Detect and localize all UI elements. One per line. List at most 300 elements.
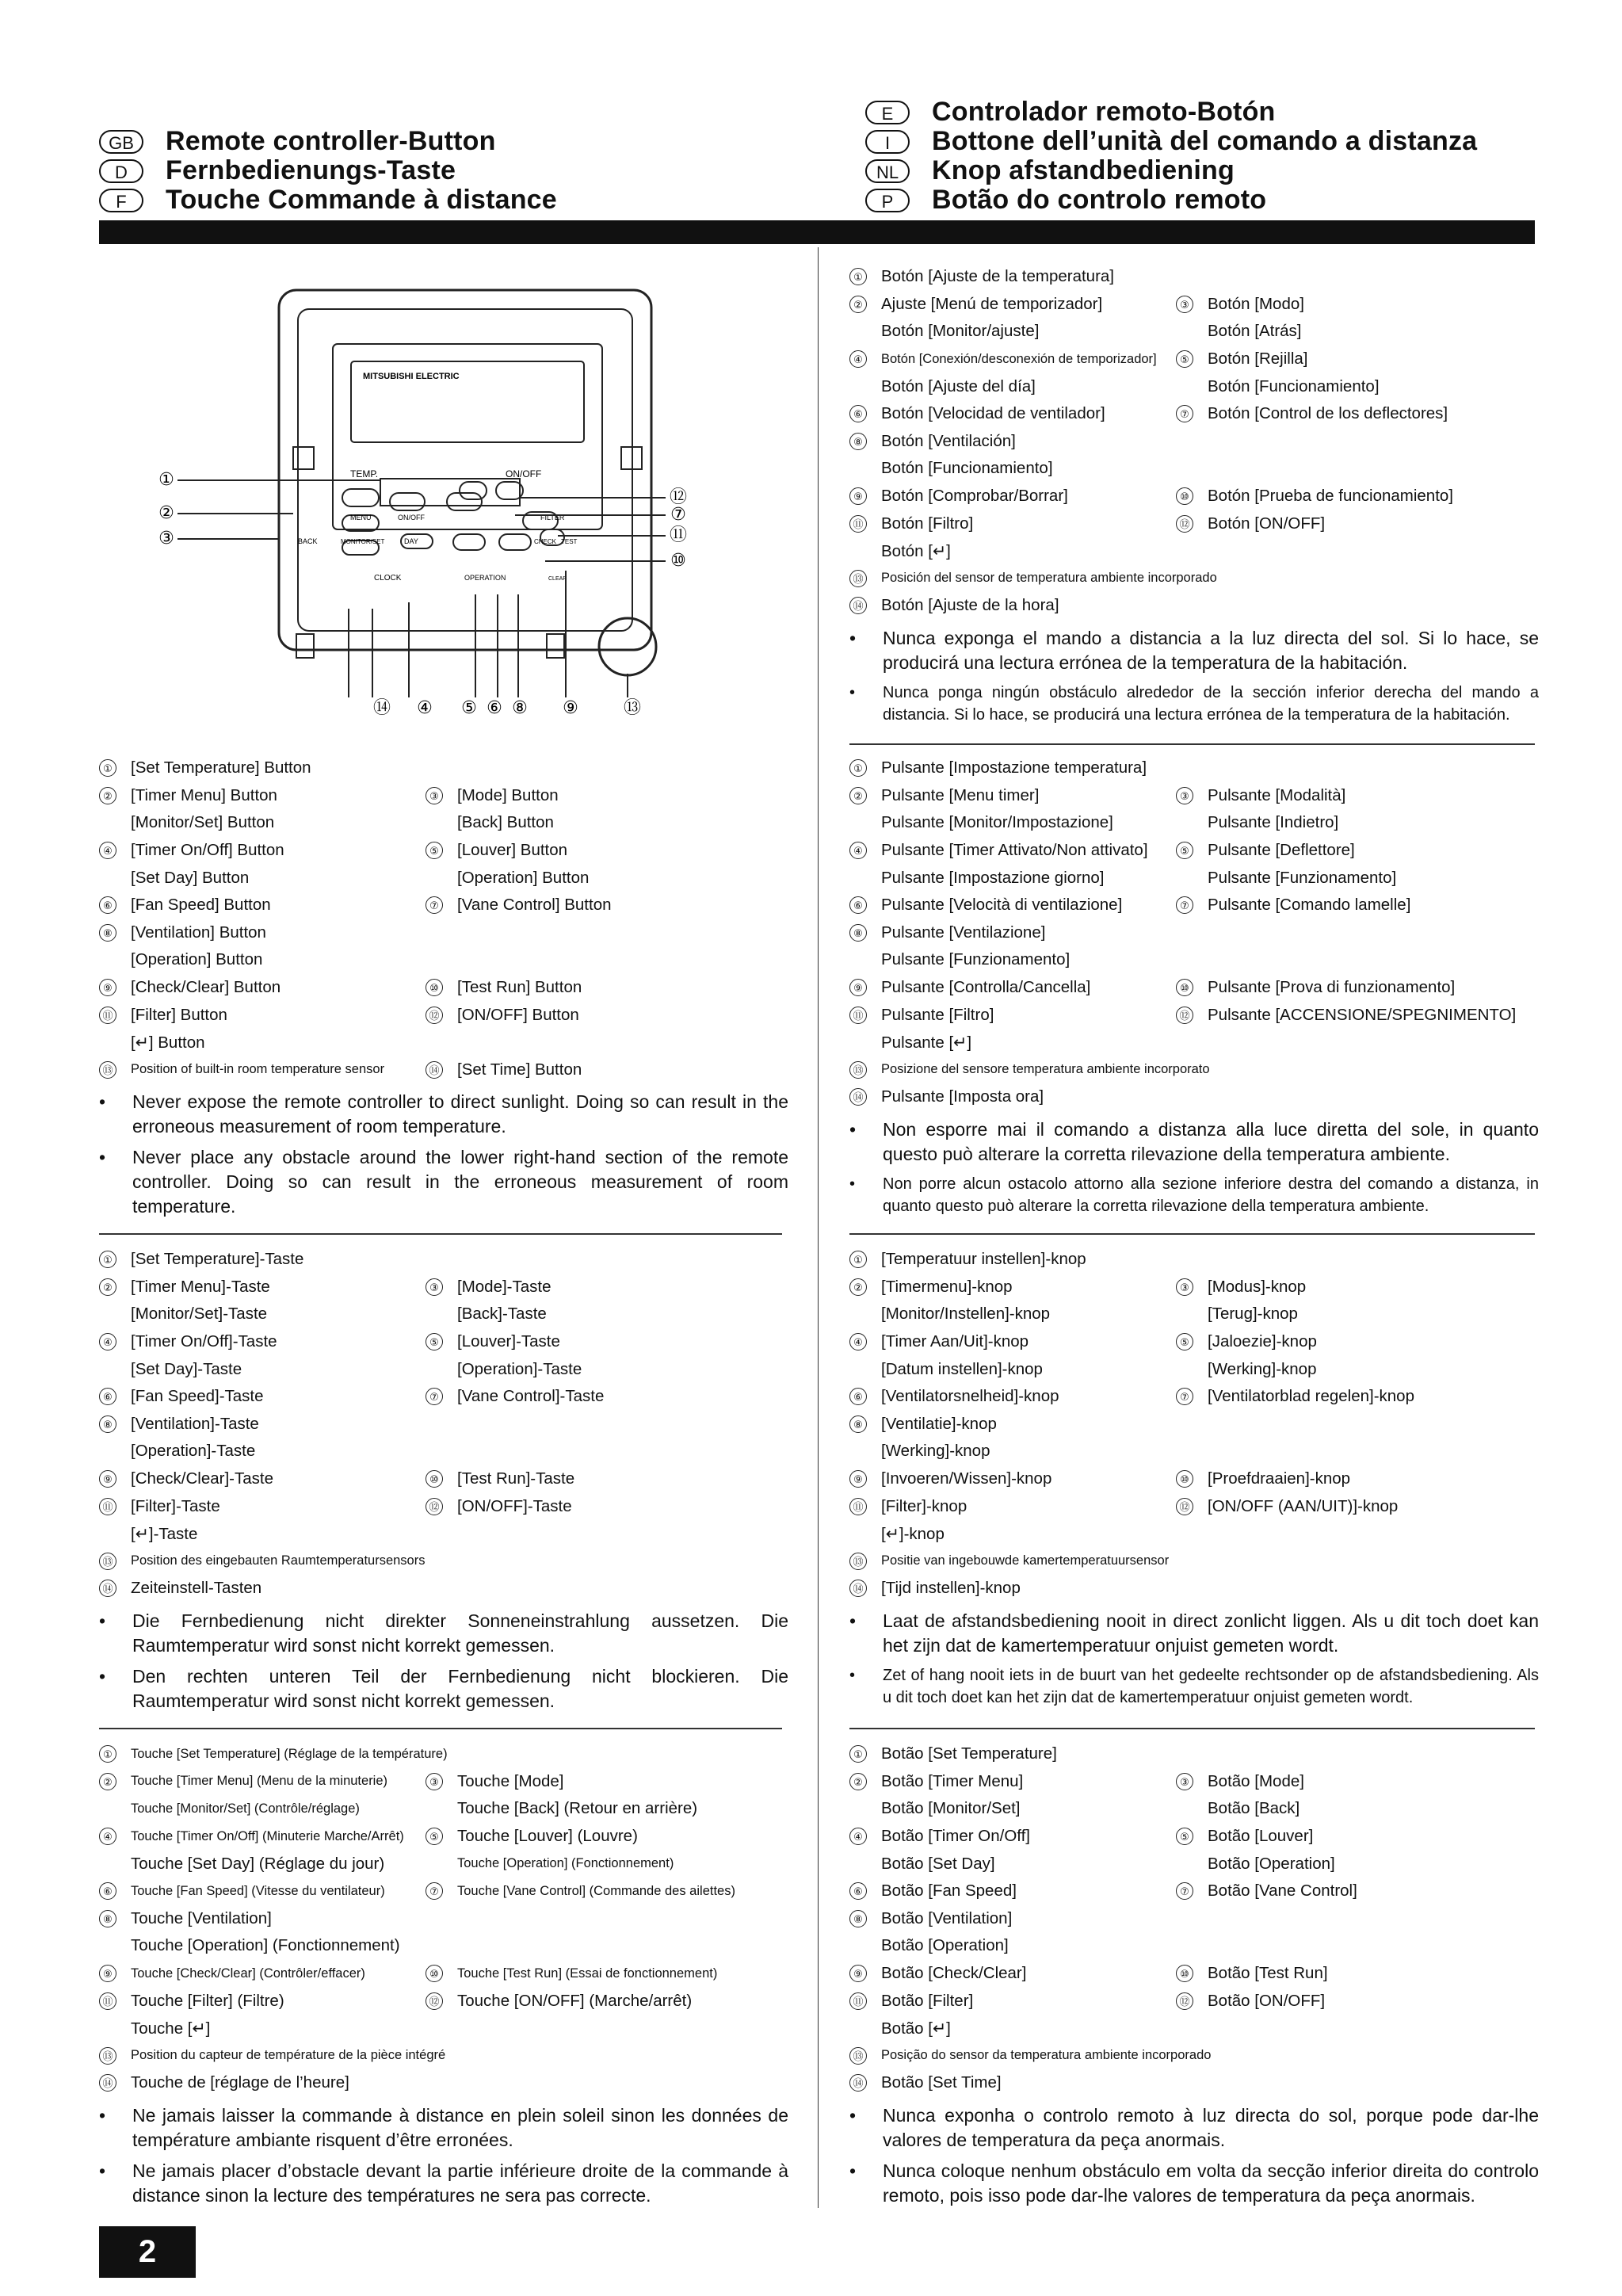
item-label: Zeiteinstell-Tasten (131, 1579, 262, 1598)
item-label: [ON/OFF] Button (457, 1005, 579, 1024)
item-label: Touche [ON/OFF] (Marche/arrêt) (457, 1991, 693, 2010)
callout-13: ⑬ (623, 697, 642, 717)
item-label: Touche [Mode] (457, 1771, 564, 1790)
item-label: [Temperatuur instellen]-knop (881, 1250, 1086, 1269)
item-number: ⑦ (1176, 1388, 1193, 1405)
note-bullet (99, 2103, 788, 2153)
item-number: ② (849, 296, 867, 313)
item-number: ⑫ (1176, 515, 1193, 533)
list-item (849, 346, 1539, 373)
item-number: ⑨ (849, 979, 867, 996)
language-code-badge: E (865, 101, 910, 124)
item-label: [Filter] Button (131, 1005, 227, 1024)
note-bullet (99, 2159, 788, 2208)
callout-6: ⑥ (487, 697, 502, 717)
list-item (99, 1575, 788, 1603)
note-text: Zet of hang nooit iets in de buurt van het gedeelte rechtsonder op de afstandsbediening. Als u dit toch doet kan het zijn dat de kamertemperatuur onjuist gemeten wordt. (883, 1666, 1539, 1706)
note-text: Nunca exponha o controlo remoto à luz directa do sol, porque pode dar-lhe valores de temperatura da peça anormais. (883, 2104, 1539, 2150)
list-item (849, 1905, 1539, 1933)
callout-9: ⑨ (563, 697, 578, 717)
item-label: Touche [Operation] (Fonctionnement) (131, 1936, 400, 1955)
item-number: ④ (99, 1828, 116, 1845)
list-item (99, 1411, 788, 1438)
section-nl (849, 1246, 1539, 1709)
item-label: [↵] Button (131, 1033, 205, 1052)
item-label: [↵]-knop (881, 1524, 945, 1543)
list-item (849, 1960, 1539, 1988)
bullet-icon: • (849, 683, 856, 701)
item-label: [Vane Control] Button (457, 896, 612, 915)
item-number: ⑤ (1176, 350, 1193, 368)
item-number: ③ (426, 1278, 443, 1296)
item-label: Botón [Conexión/desconexión de temporizador] (881, 351, 1157, 366)
divider-nl-p (849, 1728, 1535, 1729)
divider-d-f (99, 1728, 782, 1729)
note-bullet (99, 1609, 788, 1658)
item-number: ⑪ (99, 1992, 116, 2010)
item-label: Botão [Monitor/Set] (881, 1799, 1021, 1818)
item-number: ⑦ (426, 1882, 443, 1900)
item-label: [Ventilation] Button (131, 923, 266, 942)
item-number: ⑭ (99, 1580, 116, 1597)
item-label: Botão [Filter] (881, 1991, 974, 2010)
item-label: [Timermenu]-knop (881, 1277, 1013, 1296)
item-label: [Ventilation]-Taste (131, 1414, 259, 1433)
title-row-e (865, 97, 1477, 127)
list-item (99, 2042, 788, 2070)
note-text: Never place any obstacle around the lower right-hand section of the remote controller. Doing so can result in the erroneous measurement of room temperature. (132, 1147, 788, 1217)
item-label: Botão [ON/OFF] (1208, 1991, 1326, 2010)
item-number: ⑦ (1176, 896, 1193, 914)
item-number: ⑤ (426, 842, 443, 859)
list-item (99, 809, 788, 837)
list-item (849, 291, 1539, 319)
list-item (849, 428, 1539, 456)
callout-7: ⑦ (670, 504, 686, 524)
item-number: ⑭ (426, 1061, 443, 1079)
section-title: Fernbedienungs-Taste (166, 155, 456, 185)
list-item (849, 1878, 1539, 1905)
item-label: [Set Time] Button (457, 1060, 582, 1079)
divider-i-nl (849, 1233, 1535, 1235)
item-number: ④ (849, 842, 867, 859)
item-label: Touche [↵] (131, 2019, 211, 2038)
item-label: Botón [Funcionamiento] (1208, 376, 1380, 395)
item-label: Botão [Timer On/Off] (881, 1827, 1030, 1846)
item-number: ⑤ (1176, 842, 1193, 859)
item-number: ⑨ (849, 1470, 867, 1488)
list-item (99, 892, 788, 919)
item-label: Position du capteur de température de la pièce intégré (131, 2048, 446, 2063)
list-item (99, 1492, 788, 1520)
item-label: Pulsante [ACCENSIONE/SPEGNIMENTO] (1208, 1005, 1517, 1024)
item-number: ⑩ (1176, 1965, 1193, 1982)
note-bullet (849, 1173, 1539, 1217)
list-item (849, 1520, 1539, 1548)
item-label: [Mode]-Taste (457, 1277, 551, 1296)
header-right (865, 97, 1477, 215)
item-label: [Fan Speed]-Taste (131, 1387, 264, 1406)
bullet-icon: • (99, 1147, 106, 1168)
list-item (99, 1301, 788, 1328)
title-row-f (99, 185, 557, 215)
bullet-icon: • (99, 1610, 106, 1631)
section-title: Touche Commande à distance (166, 185, 557, 215)
item-number: ⑫ (426, 1992, 443, 2010)
item-label: Posizione del sensore temperatura ambiente incorporato (881, 1062, 1210, 1077)
item-label: Touche [Timer On/Off] (Minuterie Marche/Arrêt) (131, 1828, 404, 1843)
item-number: ③ (426, 787, 443, 804)
item-number: ⑫ (1176, 1007, 1193, 1024)
onoff2-label: ON/OFF (398, 514, 425, 521)
item-label: Pulsante [Menu timer] (881, 785, 1040, 804)
list-item (849, 1492, 1539, 1520)
item-label: Touche [Ventilation] (131, 1908, 272, 1927)
item-label: Botón [Ventilación] (881, 431, 1016, 450)
item-label: [Fan Speed] Button (131, 896, 271, 915)
list-item (99, 782, 788, 810)
language-code-badge: F (99, 189, 143, 212)
section-title: Controlador remoto-Botón (932, 97, 1276, 127)
bullet-icon: • (849, 1610, 857, 1631)
item-number: ③ (1176, 296, 1193, 313)
brand-logo-text: MITSUBISHI ELECTRIC (363, 372, 460, 381)
note-bullet (99, 1090, 788, 1139)
list-item (849, 1987, 1539, 2015)
list-item (99, 1438, 788, 1465)
test-label: TEST (561, 538, 578, 545)
note-text: Laat de afstandsbediening nooit in direct zonlicht liggen. Als u dit toch doet kan het zijn dat de kamertemperatuur onjuist gemeten wordt. (883, 1610, 1539, 1656)
item-number: ⑪ (849, 1992, 867, 2010)
item-label: Pulsante [Imposta ora] (881, 1087, 1044, 1106)
list-item (99, 1987, 788, 2015)
list-item (99, 1001, 788, 1029)
clear-label: CLEAR (548, 576, 567, 582)
item-number: ③ (1176, 1278, 1193, 1296)
list-item (99, 2069, 788, 2097)
item-label: [Louver]-Taste (457, 1332, 560, 1351)
note-bullet (99, 1664, 788, 1713)
note-bullet (849, 626, 1539, 675)
bullet-icon: • (849, 627, 857, 648)
item-label: Botón [Filtro] (881, 514, 974, 533)
item-number: ① (99, 759, 116, 777)
item-label: [Datum instellen]-knop (881, 1359, 1043, 1378)
bullet-icon: • (849, 1118, 857, 1140)
note-text: Ne jamais laisser la commande à distance en plein soleil sinon les données de température ambiante risquent d’être erronées. (132, 2104, 788, 2150)
item-label: Touche [Fan Speed] (Vitesse du ventilateur) (131, 1883, 385, 1898)
item-label: Botão [Operation] (1208, 1854, 1335, 1873)
list-item (849, 1383, 1539, 1411)
note-text: Nunca ponga ningún obstáculo alrededor de la sección inferior derecha del mando a distancia. Si lo hace, se producirá una lectura errónea de la temperatura de la habitación. (883, 683, 1539, 724)
note-text: Ne jamais placer d’obstacle devant la partie inférieure droite de la commande à distance sinon la lecture des températures ne sera pas correcte. (132, 2160, 788, 2206)
bullet-icon: • (849, 1175, 856, 1193)
item-number: ② (99, 787, 116, 804)
list-item (99, 864, 788, 892)
callout-8: ⑧ (512, 697, 528, 717)
item-label: Botão [Mode] (1208, 1771, 1304, 1790)
item-number: ⑬ (99, 1553, 116, 1570)
list-item (99, 1823, 788, 1851)
monitor-label: MONITOR/SET (341, 538, 385, 545)
item-label: Touche [Test Run] (Essai de fonctionnement) (457, 1966, 718, 1981)
onoff-label: ON/OFF (506, 468, 542, 479)
menu-label: MENU (350, 514, 372, 521)
item-label: [Ventilatorblad regelen]-knop (1208, 1387, 1414, 1406)
item-label: [Set Day] Button (131, 868, 250, 887)
note-text: Non porre alcun ostacolo attorno alla sezione inferiore destra del comando a distanza, in quanto questo può alterare la corretta rilevazione della temperatura ambiente. (883, 1175, 1539, 1215)
operation-label: OPERATION (464, 574, 506, 582)
language-code-badge: I (865, 130, 910, 154)
item-number: ⑧ (99, 1910, 116, 1927)
item-number: ⑪ (99, 1498, 116, 1515)
item-number: ④ (99, 842, 116, 859)
list-item (99, 837, 788, 865)
language-code-badge: GB (99, 130, 143, 154)
item-label: Pulsante [Filtro] (881, 1005, 994, 1024)
callout-4: ④ (417, 697, 433, 717)
item-label: Posição do sensor da temperatura ambiente incorporado (881, 2048, 1212, 2063)
list-item (849, 1029, 1539, 1056)
note-bullet (849, 1117, 1539, 1167)
list-item (99, 1274, 788, 1301)
item-label: Botão [Fan Speed] (881, 1881, 1017, 1901)
item-label: Touche [Monitor/Set] (Contrôle/réglage) (131, 1801, 360, 1816)
list-item (99, 1850, 788, 1878)
list-item (849, 1575, 1539, 1603)
item-label: Ajuste [Menú de temporizador] (881, 294, 1103, 313)
list-item (99, 1520, 788, 1548)
remote-controller-diagram (143, 277, 697, 729)
divider-e-i (849, 743, 1535, 745)
title-row-i (865, 127, 1477, 156)
list-item (849, 837, 1539, 865)
item-label: [Jaloezie]-knop (1208, 1332, 1317, 1351)
item-number: ⑥ (99, 896, 116, 914)
item-number: ⑧ (99, 924, 116, 942)
item-label: Pulsante [Ventilazione] (881, 923, 1046, 942)
title-row-p (865, 185, 1477, 215)
item-label: Botón [Funcionamiento] (881, 459, 1053, 478)
list-item (99, 1056, 788, 1084)
item-number: ⑤ (1176, 1828, 1193, 1845)
day-label: DAY (404, 537, 418, 545)
item-label: [Louver] Button (457, 841, 568, 860)
list-item (849, 1355, 1539, 1383)
item-label: Botón [Ajuste de la temperatura] (881, 267, 1115, 286)
callout-11: ⑪ (669, 525, 688, 544)
item-label: Botón [Monitor/ajuste] (881, 322, 1040, 341)
item-label: [Ventilatie]-knop (881, 1414, 997, 1433)
item-number: ⑦ (1176, 1882, 1193, 1900)
item-label: [Monitor/Set] Button (131, 813, 275, 832)
item-label: Botón [↵] (881, 541, 951, 560)
item-number: ④ (849, 350, 867, 368)
item-number: ② (99, 1773, 116, 1790)
item-number: ③ (426, 1773, 443, 1790)
item-label: Botão [Vane Control] (1208, 1881, 1357, 1901)
item-number: ⑭ (849, 2074, 867, 2092)
item-label: Pulsante [Velocità di ventilazione] (881, 896, 1123, 915)
item-label: [↵]-Taste (131, 1524, 198, 1543)
item-label: Pulsante [Modalità] (1208, 785, 1346, 804)
item-label: Touche [Back] (Retour en arrière) (457, 1799, 698, 1818)
item-label: [Filter]-Taste (131, 1496, 220, 1515)
item-label: Botón [ON/OFF] (1208, 514, 1326, 533)
callout-14: ⑭ (372, 697, 391, 717)
item-number: ⑨ (99, 1470, 116, 1488)
item-label: Botão [Timer Menu] (881, 1771, 1024, 1790)
list-item (849, 2069, 1539, 2097)
item-label: Botão [Set Time] (881, 2073, 1002, 2092)
temp-label: TEMP. (350, 468, 379, 479)
note-bullet (849, 1609, 1539, 1658)
list-item (849, 782, 1539, 810)
language-code-badge: NL (865, 159, 910, 183)
list-item (849, 892, 1539, 919)
item-label: Touche de [réglage de l’heure] (131, 2073, 349, 2092)
list-item (99, 1740, 788, 1768)
list-item (849, 1795, 1539, 1823)
section-title: Botão do controlo remoto (932, 185, 1267, 215)
item-label: Position des eingebauten Raumtemperatursensors (131, 1553, 426, 1568)
title-row-nl (865, 156, 1477, 185)
item-label: [Set Temperature]-Taste (131, 1250, 304, 1269)
bullet-icon: • (849, 2160, 857, 2181)
list-item (849, 1328, 1539, 1356)
item-label: [Modus]-knop (1208, 1277, 1307, 1296)
list-item (99, 1328, 788, 1356)
item-label: Pulsante [Impostazione temperatura] (881, 758, 1147, 777)
item-label: Pulsante [Indietro] (1208, 813, 1339, 832)
note-text: Nunca coloque nenhum obstáculo em volta da secção inferior direita do controlo remoto, pois isso pode dar-lhe valores de temperatura da peça anormais. (883, 2160, 1539, 2206)
list-item (99, 1383, 788, 1411)
item-number: ⑪ (849, 515, 867, 533)
header-left (99, 127, 557, 215)
section-f (99, 1740, 788, 2208)
item-label: Botão [Check/Clear] (881, 1964, 1027, 1983)
item-number: ⑨ (99, 1965, 116, 1982)
item-number: ⑩ (426, 979, 443, 996)
item-label: [Operation]-Taste (457, 1359, 582, 1378)
list-item (849, 2015, 1539, 2042)
item-label: [Test Run]-Taste (457, 1469, 575, 1488)
section-p (849, 1740, 1539, 2208)
back-label: BACK (298, 537, 318, 545)
item-label: Botón [Velocidad de ventilador] (881, 404, 1105, 423)
item-number: ⑩ (1176, 979, 1193, 996)
list-item (849, 1768, 1539, 1796)
item-label: Pulsante [Funzionamento] (881, 950, 1071, 969)
item-number: ⑥ (849, 896, 867, 914)
note-text: Never expose the remote controller to direct sunlight. Doing so can result in the erroneous measurement of room temperature. (132, 1091, 788, 1137)
item-number: ② (99, 1278, 116, 1296)
note-bullet (849, 1664, 1539, 1709)
list-item (849, 565, 1539, 593)
temperature-sensor-circle (599, 618, 656, 675)
item-number: ⑫ (1176, 1498, 1193, 1515)
item-number: ⑬ (849, 1553, 867, 1570)
list-item (99, 1795, 788, 1823)
section-d (99, 1246, 788, 1713)
item-label: [Timer Menu] Button (131, 785, 277, 804)
item-number: ⑨ (849, 1965, 867, 1982)
section-title: Remote controller-Button (166, 126, 496, 156)
list-item (99, 2015, 788, 2042)
column-divider (818, 247, 819, 2208)
item-number: ① (849, 1251, 867, 1268)
item-number: ⑤ (426, 1828, 443, 1845)
list-item (99, 1246, 788, 1274)
item-label: [ON/OFF (AAN/UIT)]-knop (1208, 1496, 1399, 1515)
item-label: [Invoeren/Wissen]-knop (881, 1469, 1052, 1488)
item-number: ⑦ (1176, 405, 1193, 422)
item-number: ③ (1176, 787, 1193, 804)
item-number: ⑧ (849, 924, 867, 942)
item-label: Botón [Atrás] (1208, 322, 1302, 341)
item-number: ① (849, 268, 867, 285)
divider-gb-d (99, 1233, 782, 1235)
item-label: [Test Run] Button (457, 978, 582, 997)
item-label: [Terug]-knop (1208, 1305, 1298, 1324)
item-number: ⑧ (849, 1415, 867, 1433)
item-number: ⑪ (99, 1007, 116, 1024)
item-number: ① (99, 1251, 116, 1268)
note-bullet (849, 682, 1539, 726)
item-number: ④ (99, 1333, 116, 1350)
note-text: Den rechten unteren Teil der Fernbedienung nicht blockieren. Die Raumtemperatur wird sonst nicht korrekt gemessen. (132, 1665, 788, 1711)
note-text: Nunca exponga el mando a distancia a la luz directa del sol. Si lo hace, se producirá una lectura errónea de la temperatura de la habitación. (883, 627, 1539, 673)
filter-label: FILTER (540, 514, 565, 521)
item-label: [Operation] Button (131, 950, 263, 969)
item-label: [Set Day]-Taste (131, 1359, 242, 1378)
item-label: Touche [Check/Clear] (Contrôler/effacer) (131, 1966, 365, 1981)
list-item (849, 2042, 1539, 2070)
item-label: Touche [Operation] (Fonctionnement) (457, 1856, 674, 1871)
item-label: Pulsante [Funzionamento] (1208, 868, 1397, 887)
item-label: [Filter]-knop (881, 1496, 967, 1515)
bullet-icon: • (99, 1665, 106, 1687)
list-item (849, 1274, 1539, 1301)
item-number: ② (849, 1773, 867, 1790)
item-number: ⑪ (849, 1498, 867, 1515)
note-text: Non esporre mai il comando a distanza alla luce diretta del sole, in quanto questo può alterare la corretta rilevazione della temperatura ambiente. (883, 1118, 1539, 1164)
item-label: Pulsante [Prova di funzionamento] (1208, 978, 1456, 997)
item-number: ⑫ (426, 1007, 443, 1024)
item-label: Botón [Ajuste de la hora] (881, 596, 1059, 615)
item-label: Position of built-in room temperature sensor (131, 1062, 385, 1077)
list-item (849, 1465, 1539, 1493)
item-number: ⑬ (849, 570, 867, 587)
clock-label: CLOCK (374, 574, 402, 583)
list-item (99, 1932, 788, 1960)
list-item (99, 919, 788, 947)
section-e (849, 263, 1539, 726)
list-item (849, 946, 1539, 974)
item-label: [Mode] Button (457, 785, 559, 804)
list-item (849, 263, 1539, 291)
item-label: Botão [Ventilation] (881, 1908, 1013, 1927)
title-row-gb (99, 127, 557, 156)
item-number: ⑧ (849, 433, 867, 450)
item-number: ⑬ (849, 1061, 867, 1079)
list-item (849, 755, 1539, 782)
item-number: ⑦ (426, 1388, 443, 1405)
list-item (99, 946, 788, 974)
item-number: ⑩ (1176, 1470, 1193, 1488)
item-label: [Timer Aan/Uit]-knop (881, 1332, 1029, 1351)
item-label: [Back] Button (457, 813, 554, 832)
